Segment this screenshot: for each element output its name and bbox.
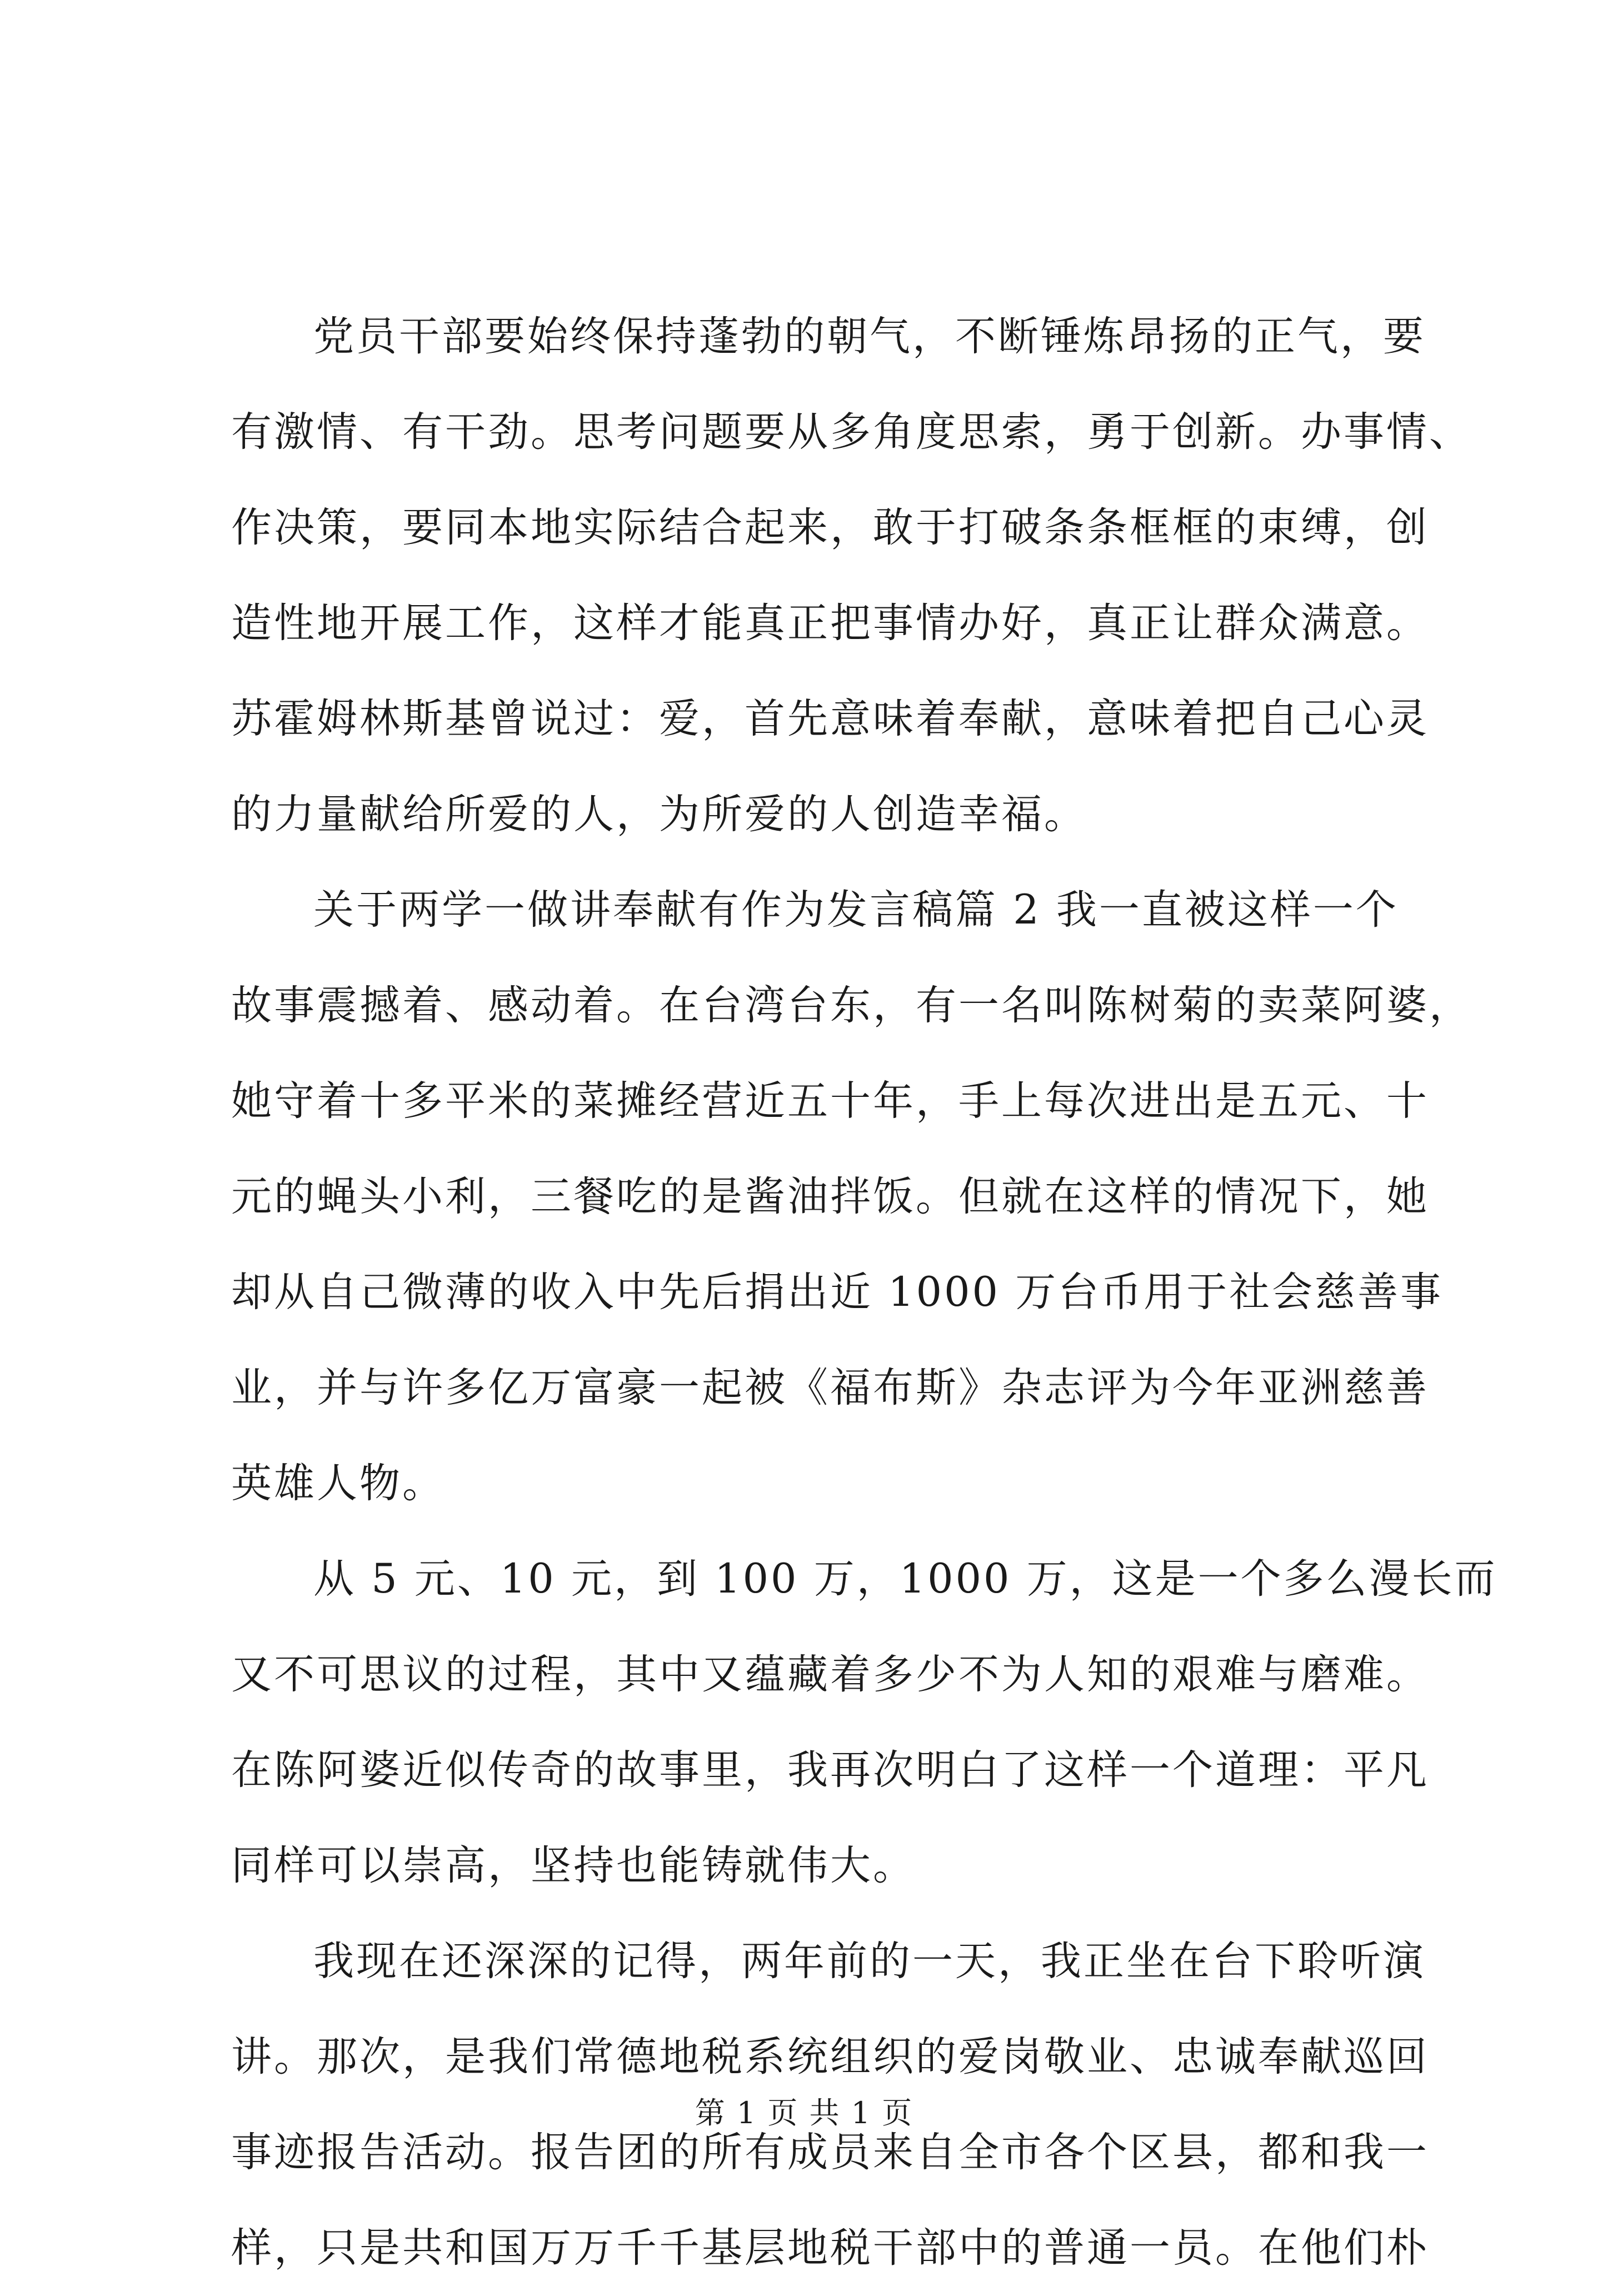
text-line: 关于两学一做讲奉献有作为发言稿篇 2 我一直被这样一个: [313, 886, 1399, 934]
text-line: 从 5 元、10 元，到 100 万，1000 万，这是一个多么漫长而: [313, 1555, 1497, 1603]
text-line: 她守着十多平米的菜摊经营近五十年，手上每次进出是五元、十: [231, 1077, 1429, 1125]
body-text: [231, 289, 1497, 2296]
text-line: 在陈阿婆近似传奇的故事里，我再次明白了这样一个道理：平凡: [231, 1746, 1429, 1794]
text-line: 的力量献给所爱的人，为所爱的人创造幸福。: [231, 791, 1087, 838]
text-line: 有激情、有干劲。思考问题要从多角度思索，勇于创新。办事情、: [231, 408, 1472, 456]
text-line: 英雄人物。: [231, 1460, 445, 1507]
text-line: 却从自己微薄的收入中先后捐出近 1000 万台币用于社会慈善事: [231, 1269, 1444, 1316]
text-line: 样，只是共和国万万千千基层地税干部中的普通一员。在他们朴: [231, 2224, 1429, 2272]
text-line: 业，并与许多亿万富豪一起被《福布斯》杂志评为今年亚洲慈善: [231, 1364, 1429, 1411]
text-line: 故事震撼着、感动着。在台湾台东，有一名叫陈树菊的卖菜阿婆，: [231, 982, 1472, 1029]
text-line: 又不可思议的过程，其中又蕴藏着多少不为人知的艰难与磨难。: [231, 1651, 1429, 1698]
text-line: 同样可以崇高，坚持也能铸就伟大。: [231, 1842, 916, 1889]
text-line: 造性地开展工作，这样才能真正把事情办好，真正让群众满意。: [231, 600, 1429, 647]
text-line: 事迹报告活动。报告团的所有成员来自全市各个区县，都和我一: [231, 2129, 1429, 2176]
text-line: 讲。那次，是我们常德地税系统组织的爱岗敬业、忠诚奉献巡回: [231, 2033, 1429, 2080]
text-line: 作决策，要同本地实际结合起来，敢于打破条条框框的束缚，创: [231, 504, 1429, 551]
text-line: 苏霍姆林斯基曾说过：爱，首先意味着奉献，意味着把自己心灵: [231, 695, 1429, 742]
text-line: 党员干部要始终保持蓬勃的朝气，不断锤炼昂扬的正气，要: [313, 313, 1426, 360]
page-footer: 第 1 页 共 1 页: [695, 2095, 913, 2130]
text-line: 我现在还深深的记得，两年前的一天，我正坐在台下聆听演: [313, 1938, 1426, 1985]
text-line: 元的蝇头小利，三餐吃的是酱油拌饭。但就在这样的情况下，她: [231, 1173, 1429, 1220]
